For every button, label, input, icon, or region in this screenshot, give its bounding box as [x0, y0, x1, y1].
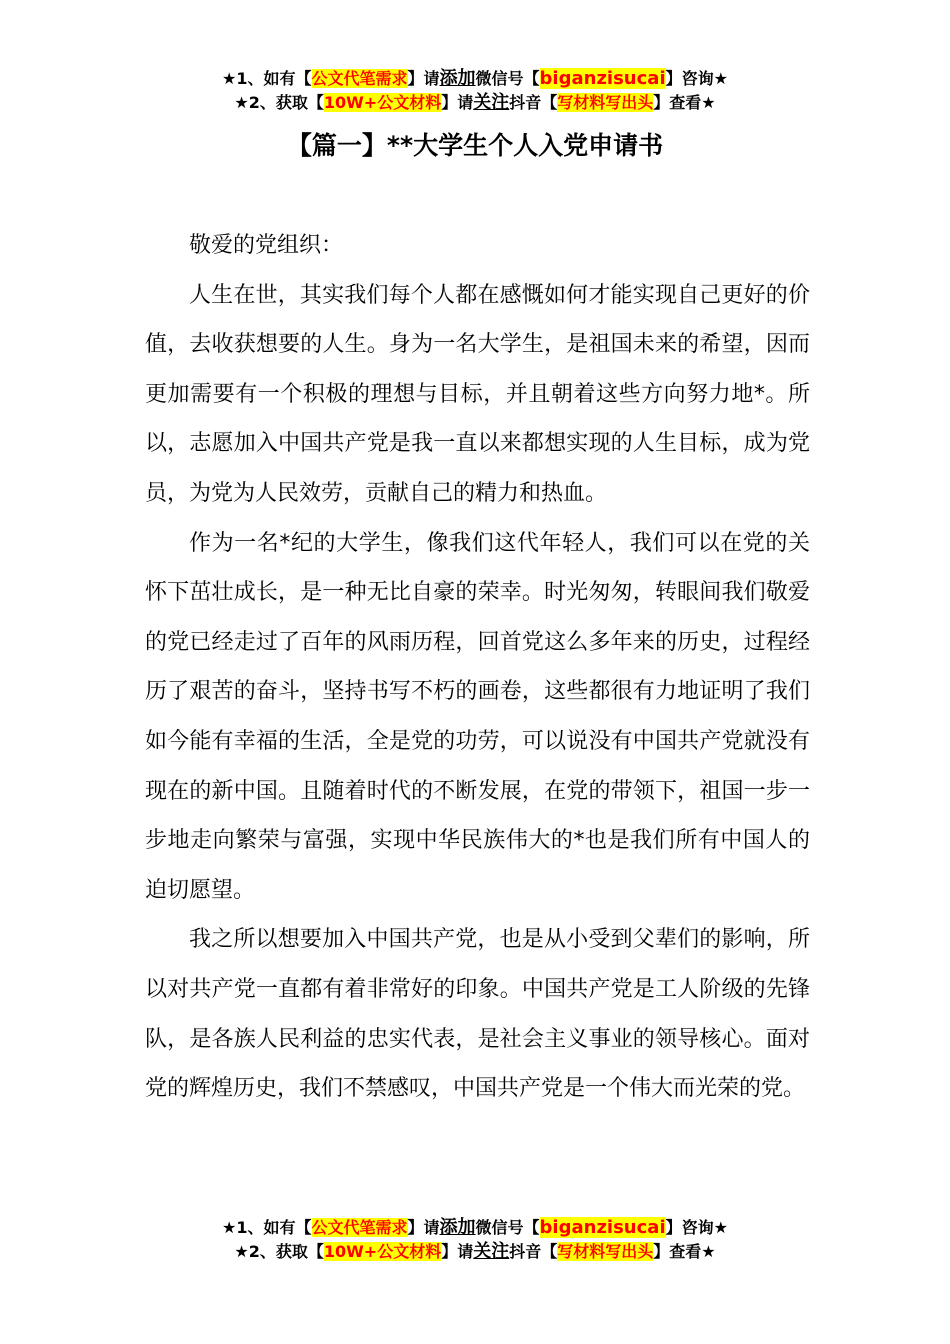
ad-underline: 关注: [473, 92, 510, 113]
ad-text: ★2、获取【: [234, 93, 324, 112]
ad-underline: 添加: [439, 1217, 476, 1238]
salutation: 敬爱的党组织：: [189, 233, 344, 258]
header-ad: [0, 67, 950, 115]
paragraph: 作为一名*纪的大学生，像我们这代年轻人，我们可以在党的关怀下茁壮成长，是一种无比自豪的荣幸。时光匆匆，转眼间我们敬爱的党已经走过了百年的风雨历程，回首党这么多年来的历史，过程经历了艰苦的奋斗，坚持书写不朽的画卷，这些都很有力地证明了我们如今能有幸福的生活，全是党的功劳，可以说没有中国共产党就没有现在的新中国。且随着时代的不断发展，在党的带领下，祖国一步一步地走向繁荣与富强，实现中华民族伟大的*也是我们所有中国人的迫切愿望。: [145, 530, 810, 903]
ad-highlight-wechat: biganzisucai: [539, 1217, 666, 1238]
ad-underline: 添加: [439, 68, 476, 89]
footer-ad: [0, 1216, 950, 1264]
ad-highlight-douyin: 写材料写出头: [557, 93, 654, 112]
ad-underline: 关注: [473, 1241, 510, 1262]
ad-text: 】请: [407, 69, 440, 88]
ad-text: 抖音【: [509, 93, 558, 112]
ad-text: ★1、如有【: [222, 1218, 312, 1237]
ad-highlight: 10W+公文材料: [323, 93, 442, 112]
ad-text: 微信号【: [475, 69, 540, 88]
header-ad-line-1: [0, 67, 950, 91]
document-body: [145, 221, 810, 1114]
paragraph: 人生在世，其实我们每个人都在感慨如何才能实现自己更好的价值，去收获想要的人生。身为一名大学生，是祖国未来的希望，因而更加需要有一个积极的理想与目标，并且朝着这些方向努力地*。所以，志愿加入中国共产党是我一直以来都想实现的人生目标，成为党员，为党为人民效劳，贡献自己的精力和热血。: [145, 282, 810, 506]
footer-ad-line-2: [0, 1240, 950, 1264]
ad-text: 】咨询★: [665, 1218, 728, 1237]
ad-text: 】查看★: [653, 1242, 716, 1261]
header-ad-line-2: [0, 91, 950, 115]
ad-text: ★2、获取【: [234, 1242, 324, 1261]
ad-text: 】请: [441, 93, 474, 112]
paragraph: 我之所以想要加入中国共产党，也是从小受到父辈们的影响，所以对共产党一直都有着非常好的印象。中国共产党是工人阶级的先锋队，是各族人民利益的忠实代表，是社会主义事业的领导核心。面对党的辉煌历史，我们不禁感叹，中国共产党是一个伟大而光荣的党。: [145, 927, 810, 1102]
ad-text: 】查看★: [653, 93, 716, 112]
ad-text: 】请: [441, 1242, 474, 1261]
ad-highlight: 公文代笔需求: [311, 69, 408, 88]
ad-highlight: 公文代笔需求: [311, 1218, 408, 1237]
footer-ad-line-1: [0, 1216, 950, 1240]
ad-text: 】请: [407, 1218, 440, 1237]
ad-text: 】咨询★: [665, 69, 728, 88]
ad-highlight-douyin: 写材料写出头: [557, 1242, 654, 1261]
ad-highlight: 10W+公文材料: [323, 1242, 442, 1261]
ad-text: 抖音【: [509, 1242, 558, 1261]
ad-highlight-wechat: biganzisucai: [539, 68, 666, 89]
ad-text: 微信号【: [475, 1218, 540, 1237]
document-title: 【篇一】**大学生个人入党申请书: [286, 131, 664, 160]
ad-text: ★1、如有【: [222, 69, 312, 88]
